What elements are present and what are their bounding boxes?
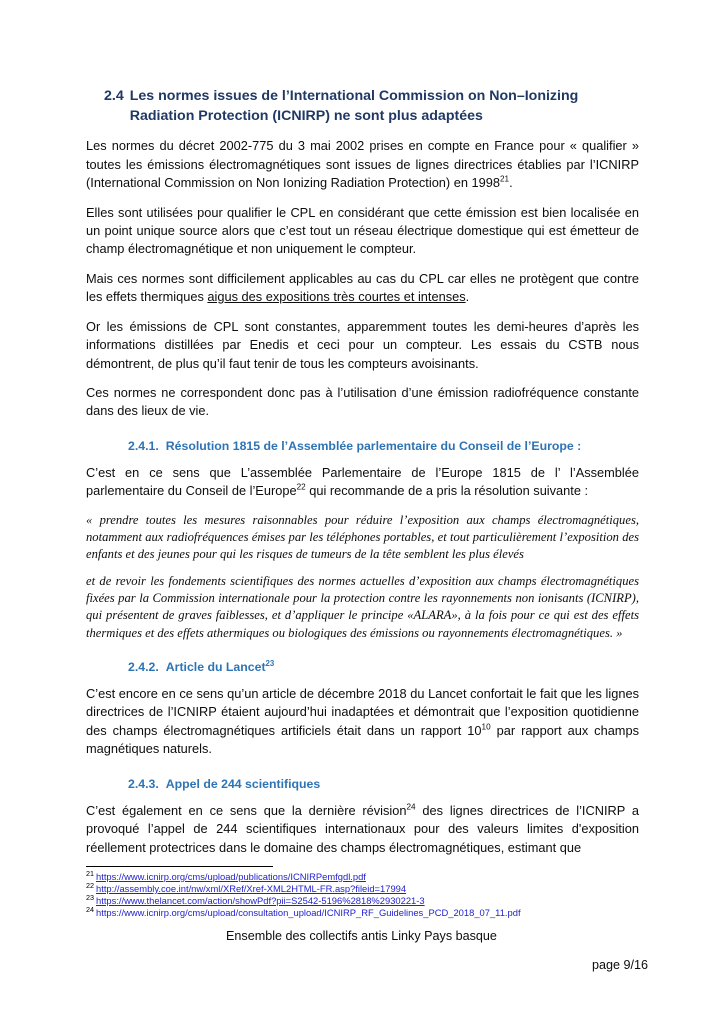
paragraph-2-4-3	[86, 802, 639, 857]
footnote-22	[86, 883, 639, 895]
paragraph-2-4-1-intro	[86, 464, 639, 501]
paragraph-3-text: Mais ces normes sont difficilement applicables au cas du CPL car elles ne protègent que contre les effets thermiques	[86, 270, 639, 305]
footnote-23	[86, 895, 639, 907]
paragraph-1-tail: .	[509, 175, 513, 191]
footnote-24	[86, 907, 639, 919]
heading-2-4	[86, 86, 639, 126]
heading-2-4-1-number: 2.4.1.	[128, 438, 159, 453]
heading-2-4-text	[130, 86, 639, 126]
footnote-22-link[interactable]: http://assembly.coe.int/nw/xml/XRef/Xref-XML2HTML-FR.asp?fileid=17994	[96, 882, 407, 894]
footnote-ref-22[interactable]: 22	[296, 483, 306, 493]
heading-2-4-line2: Radiation Protection (ICNIRP) ne sont plus adaptées	[129, 108, 483, 125]
paragraph-2: Elles sont utilisées pour qualifier le CPL en considérant que cette émission est bien localisée en un point unique source alors que c’est tout un réseau électrique domestique qui est émetteur de champ électromagnétique et non uniquement le compteur.	[86, 204, 639, 257]
exponent-ten: 10	[481, 722, 491, 732]
heading-2-4-line1: Les normes issues de l’International Commission on Non–Ionizing	[129, 88, 579, 104]
paragraph-1-text: Les normes du décret 2002-775 du 3 mai 2002 prises en compte en France pour « qualifier » toutes les émissions électromagnétiques sont issues de lignes directrices établies par l’ICNIRP (International Commission on Non Ionizing Radiation Protection) en 1998	[86, 138, 639, 191]
paragraph-2-4-2-text: C’est encore en ce sens qu’un article de décembre 2018 du Lancet confortait le fait que les lignes directrices de l’ICNIRP étaient aujourd’hui inadaptées et démontrait que l’exposition quotidienne des champs électromagnétiques artificiels était dans un rapport 10	[86, 685, 639, 738]
footnote-ref-21[interactable]: 21	[500, 174, 510, 184]
footer-page-number: page 9/16	[591, 957, 648, 972]
paragraph-2-4-2	[86, 685, 639, 759]
paragraph-1	[86, 137, 639, 192]
heading-2-4-3	[86, 776, 639, 793]
heading-2-4-3-number: 2.4.3.	[128, 776, 159, 791]
heading-2-4-3-title: Appel de 244 scientifiques	[165, 776, 321, 791]
footnote-ref-24[interactable]: 24	[406, 802, 416, 812]
footnotes-area	[86, 866, 639, 919]
footnote-21-marker: 21	[86, 871, 94, 878]
heading-2-4-2-number: 2.4.2.	[128, 659, 159, 674]
paragraph-2-4-3-tail: des lignes directrices de l’ICNIRP a provoqué l’appel de 244 scientifiques internationaux pour des valeurs limites d'exposition réellement protectrices dans le domaine des champs électromagnétiques, estimant que	[86, 802, 639, 855]
heading-2-4-1	[86, 438, 639, 455]
footer-organization: Ensemble des collectifs antis Linky Pays basque	[226, 929, 497, 943]
footnote-23-link[interactable]: https://www.thelancet.com/action/showPdf?pii=S2542-5196%2818%2930221-3	[96, 894, 425, 906]
paragraph-5: Ces normes ne correspondent donc pas à l’utilisation d’une émission radiofréquence constante dans des lieux de vie.	[86, 384, 639, 419]
paragraph-4: Or les émissions de CPL sont constantes, apparemment toutes les demi-heures d’après les informations distillées par Enedis et ceci pour un compteur. Les essais du CSTB nous démontrent, de plus qu’il faut tenir de tous les compteurs avoisinants.	[86, 318, 639, 371]
paragraph-2-4-3-text: C’est également en ce sens que la dernière révision	[86, 802, 407, 818]
page-content	[86, 86, 639, 868]
footnote-22-marker: 22	[86, 882, 94, 890]
heading-2-4-1-title: Résolution 1815 de l’Assemblée parlementaire du Conseil de l’Europe :	[165, 438, 582, 453]
heading-2-4-number: 2.4	[104, 88, 124, 104]
footnote-24-link[interactable]: https://www.icnirp.org/cms/upload/consultation_upload/ICNIRP_RF_Guidelines_PCD_2018_07_11.pdf	[96, 906, 521, 918]
paragraph-3-tail: .	[465, 289, 470, 305]
paragraph-2-4-2-tail: par rapport aux champs magnétiques naturels.	[86, 722, 639, 757]
quotation-paragraph-2: et de revoir les fondements scientifiques des normes actuelles d’exposition aux champs électromagnétiques fixées par la Commission internationale pour la protection contre les rayonnements non ionisants (ICNIRP), qui présentent de graves faiblesses, et d’appliquer le principe «ALARA», à la fois pour ce qui est des effets thermiques et des effets athermiques ou biologiques des émissions ou rayonnements électromagnétiques. »	[86, 574, 639, 640]
heading-2-4-2	[86, 659, 639, 676]
footnote-24-marker: 24	[86, 906, 94, 914]
heading-2-4-2-title: Article du Lancet	[165, 659, 266, 674]
paragraph-3-underlined: aigus des expositions très courtes et intenses	[207, 289, 466, 305]
footnote-21	[86, 871, 639, 883]
footnote-21-link[interactable]: https://www.icnirp.org/cms/upload/publications/ICNIRPemfgdl.pdf	[96, 871, 366, 882]
paragraph-3	[86, 270, 639, 307]
footnote-23-marker: 23	[86, 894, 94, 902]
quotation-paragraph-1: « prendre toutes les mesures raisonnables pour réduire l’exposition aux champs électromagnétiques, notamment aux radiofréquences émises par les téléphones portables, et tout particulièrement l’exposition des enfants et des jeunes pour qui les risques de tumeurs de la tête semblent les plus élevés	[86, 512, 639, 562]
paragraph-2-4-1-intro-text: C’est en ce sens que L’assemblée Parlementaire de l’Europe 1815 de l’ l’Assemblée parlementaire du Conseil de l’Europe	[86, 465, 639, 499]
paragraph-2-4-1-intro-tail: qui recommande de a pris la résolution suivante :	[305, 483, 589, 499]
footnote-ref-23[interactable]: 23	[265, 658, 275, 668]
footnote-separator	[86, 866, 273, 867]
page-footer	[0, 928, 723, 972]
